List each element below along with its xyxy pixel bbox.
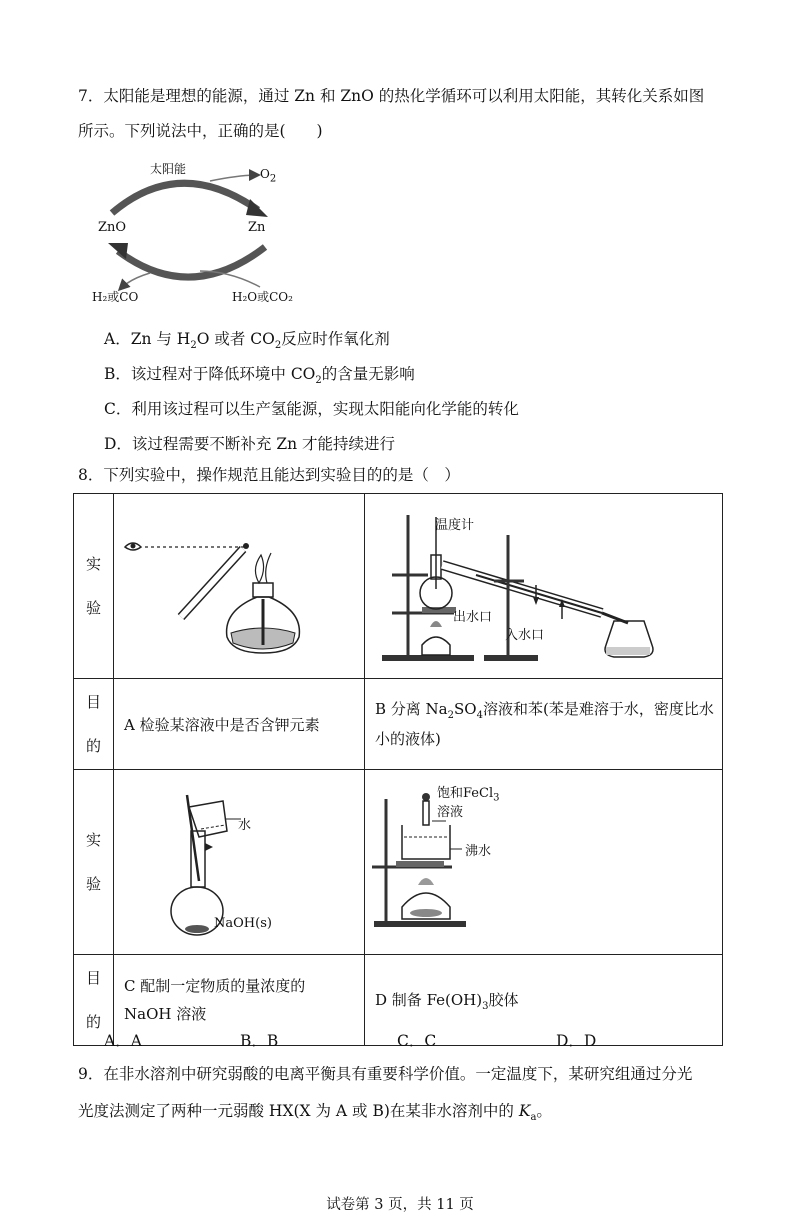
purpose-a: A 检验某溶液中是否含钾元素 bbox=[114, 679, 365, 770]
label-water-inlet: 入水口 bbox=[505, 628, 545, 643]
cell-apparatus-c bbox=[114, 770, 365, 955]
q7-stem-line1: 7．太阳能是理想的能源，通过 Zn 和 ZnO 的热化学循环可以利用太阳能，其转化关系如图 bbox=[78, 87, 705, 105]
label-solar: 太阳能 bbox=[150, 162, 187, 176]
label-fecl3-solution: 饱和FeCl$_3$ 溶液 bbox=[437, 786, 500, 820]
label-h2o-co2: H₂O或CO₂ bbox=[232, 290, 293, 304]
label-water-outlet: 出水口 bbox=[453, 610, 493, 625]
label-h2-co: H₂或CO bbox=[92, 290, 139, 304]
q7-stem-line2: 所示。下列说法中，正确的是( ) bbox=[78, 122, 323, 140]
q7-option-a[interactable]: A．Zn 与 $H_2O$ 或者 $CO_2$反应时作氧化剂 bbox=[104, 330, 390, 352]
row-label-experiment-1: 实 验 bbox=[74, 494, 114, 679]
q8-answer-b[interactable]: B．B bbox=[240, 1032, 279, 1050]
top-arc bbox=[112, 183, 258, 213]
purpose-c: C 配制一定物质的量浓度的 NaOH 溶液 bbox=[114, 955, 365, 1046]
label-water: 水 bbox=[238, 818, 252, 833]
label-thermometer: 温度计 bbox=[435, 518, 475, 533]
q8-stem: 8．下列实验中，操作规范且能达到实验目的的是（ ） bbox=[78, 466, 460, 484]
q8-answer-d[interactable]: D．D bbox=[556, 1032, 597, 1050]
distillation-apparatus bbox=[366, 495, 721, 673]
q9-line2: 光度法测定了两种一元弱酸 HX(X 为 A 或 B)在某非水溶剂中的 $K_a$。 bbox=[78, 1102, 552, 1124]
flame-test-apparatus bbox=[115, 495, 363, 673]
label-zno: ZnO bbox=[98, 220, 127, 235]
colloid-prep-apparatus bbox=[366, 771, 721, 949]
row-label-purpose-1: 目 的 bbox=[74, 679, 114, 770]
row-label-experiment-2: 实 验 bbox=[74, 770, 114, 955]
label-zn: Zn bbox=[248, 220, 266, 235]
cell-apparatus-a bbox=[114, 494, 365, 679]
label-naoh-solid: NaOH(s) bbox=[214, 916, 272, 931]
cell-apparatus-b bbox=[365, 494, 723, 679]
q8-answer-c[interactable]: C．C bbox=[397, 1032, 437, 1050]
row-label-purpose-2: 目 的 bbox=[74, 955, 114, 1046]
q8-experiment-table bbox=[73, 493, 723, 1046]
cell-apparatus-d bbox=[365, 770, 723, 955]
q8-answer-a[interactable]: A．A bbox=[104, 1032, 142, 1050]
q9-line1: 9．在非水溶剂中研究弱酸的电离平衡具有重要科学价值。一定温度下，某研究组通过分光 bbox=[78, 1065, 693, 1083]
purpose-b: B 分离 $Na_2SO_4$溶液和苯(苯是难溶于水，密度比水 小的液体) bbox=[365, 679, 723, 770]
label-boiling-water: 沸水 bbox=[465, 844, 492, 859]
q7-option-b[interactable]: B．该过程对于降低环境中 $CO_2$的含量无影响 bbox=[104, 365, 415, 387]
label-o2: $O_2$ bbox=[260, 167, 277, 185]
purpose-d: D 制备 $Fe(OH)_3$胶体 bbox=[365, 955, 723, 1046]
q7-option-c[interactable]: C．利用该过程可以生产氢能源，实现太阳能向化学能的转化 bbox=[104, 400, 519, 418]
page-footer: 试卷第 3 页，共 11 页 bbox=[326, 1197, 474, 1213]
bottom-arc bbox=[118, 247, 265, 277]
q7-option-d[interactable]: D．该过程需要不断补充 Zn 才能持续进行 bbox=[104, 435, 396, 453]
